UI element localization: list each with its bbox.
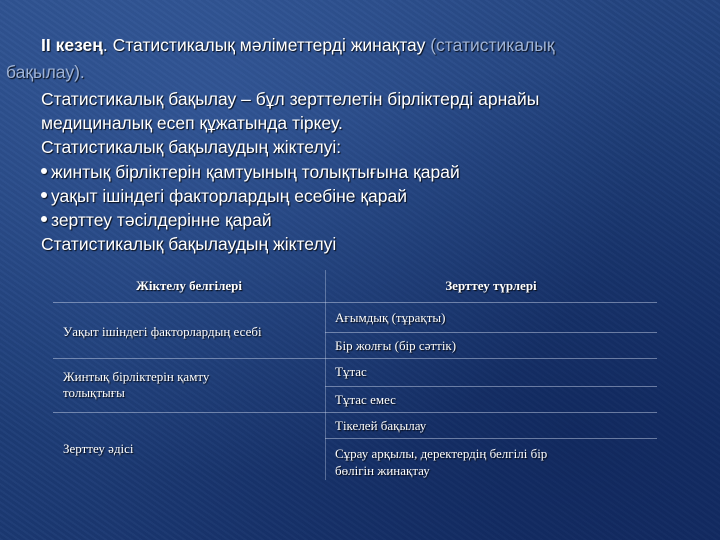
table-cell: Тұтас	[335, 364, 367, 379]
stage-heading	[41, 34, 555, 57]
table-cell: Бір жолғы (бір сәттік)	[335, 338, 457, 353]
table-divider	[325, 438, 657, 439]
table-header-features: Жіктелу белгілері	[136, 278, 242, 293]
bullet-item: зерттеу тәсілдерінне қарай	[41, 209, 272, 232]
bullet-icon	[41, 168, 47, 174]
table-column-divider	[325, 270, 326, 480]
table-row-label: толықтығы	[63, 385, 125, 400]
table-divider	[53, 358, 657, 359]
bullet-icon	[41, 216, 47, 222]
stage-title: . Статистикалық мәліметтерді жинақтау	[102, 35, 431, 55]
table-cell: Сұрау арқылы, деректердің белгілі бір	[335, 446, 548, 461]
table-cell: Тікелей бақылау	[335, 418, 427, 433]
paragraph-2: Статистикалық бақылаудың жіктелуі:	[41, 137, 342, 157]
paragraph-1a: Статистикалық бақылау – бұл зерттелетін бірліктерді арнайы	[41, 89, 540, 109]
bullet-item: уақыт ішіндегі факторлардың есебіне қарай	[41, 185, 407, 208]
table-divider	[325, 332, 657, 333]
table-caption: Статистикалық бақылаудың жіктелуі	[41, 234, 337, 254]
bullet-item: жинтық бірліктерін қамтуының толықтығына қарай	[41, 161, 460, 184]
bullet-icon	[41, 192, 47, 198]
stage-paren-a: (статистикалық	[430, 35, 555, 55]
table-divider	[53, 412, 657, 413]
table-divider	[53, 302, 657, 303]
stage-label: ІІ кезең	[41, 35, 103, 55]
table-header-types: Зерттеу түрлері	[445, 278, 537, 293]
table-row-label: Уақыт ішіндегі факторлардың есебі	[63, 324, 262, 339]
table-cell: бөлігін жинақтау	[335, 463, 430, 478]
table-cell: Тұтас емес	[335, 392, 396, 407]
table-cell: Ағымдық (тұрақты)	[335, 310, 446, 325]
stage-paren-b: бақылау).	[6, 62, 85, 82]
paragraph-1b: медициналық есеп құжатында тіркеу.	[41, 113, 343, 133]
table-divider	[325, 386, 657, 387]
table-row-label: Жинтық бірліктерін қамту	[63, 369, 210, 384]
table-row-label: Зерттеу әдісі	[63, 441, 134, 456]
